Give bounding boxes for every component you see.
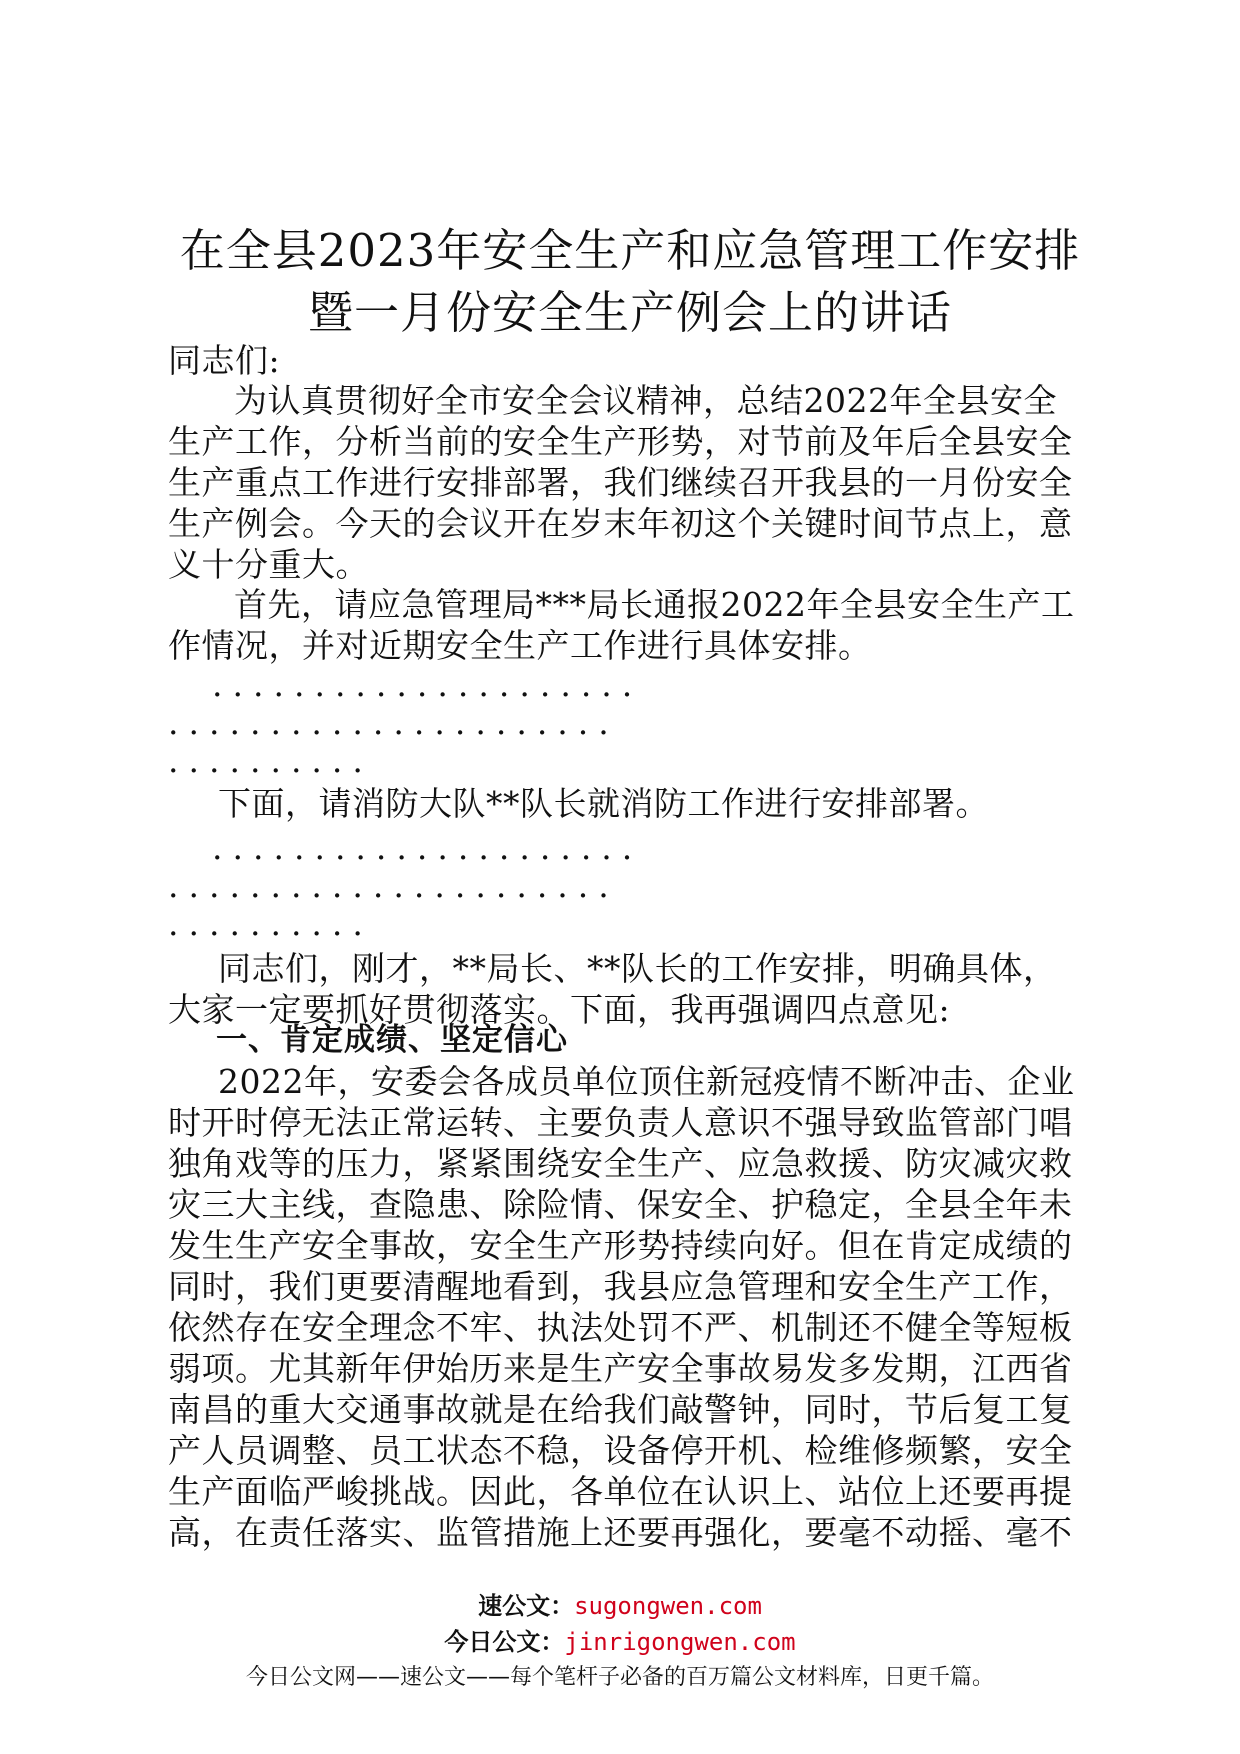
paragraph-1: 为认真贯彻好全市安全会议精神，总结2022年全县安全生产工作，分析当前的安全生产形势，对节前及年后全县安全生产重点工作进行安排部署，我们继续召开我县的一月份安全生产例会。今天的会议开在岁末年初这个关键时间节点上，意义十分重大。 bbox=[168, 381, 1073, 584]
ellipsis-line: .......... bbox=[168, 904, 373, 943]
footer-label-2: 今日公文： bbox=[444, 1628, 565, 1656]
section-heading-1: 一、肯定成绩、坚定信心 bbox=[216, 1022, 568, 1058]
footer-site-link-2[interactable]: jinrigongwen.com bbox=[564, 1628, 796, 1656]
salutation: 同志们: bbox=[168, 341, 281, 380]
paragraph-3: 下面，请消防大队**队长就消防工作进行安排部署。 bbox=[218, 784, 989, 823]
ellipsis-line: .......... bbox=[168, 741, 373, 780]
paragraph-4: 同志们，刚才，**局长、**队长的工作安排，明确具体，大家一定要抓好贯彻落实。下面，我再强调四点意见: bbox=[168, 949, 1057, 1029]
ellipsis-line: ...................... bbox=[168, 703, 619, 742]
document-title-line2: 暨一月份安全生产例会上的讲话 bbox=[307, 286, 952, 339]
ellipsis-line: ..................... bbox=[212, 828, 643, 867]
footer-site-link-1[interactable]: sugongwen.com bbox=[574, 1592, 762, 1620]
paragraph-2: 首先，请应急管理局***局长通报2022年全县安全生产工作情况，并对近期安全生产工作进行具体安排。 bbox=[168, 585, 1075, 665]
footer-label-1: 速公文： bbox=[478, 1592, 575, 1620]
ellipsis-line: ...................... bbox=[168, 866, 619, 905]
paragraph-5: 2022年，安委会各成员单位顶住新冠疫情不断冲击、企业时开时停无法正常运转、主要负责人意识不强导致监管部门唱独角戏等的压力，紧紧围绕安全生产、应急救援、防灾减灾救灾三大主线，查隐患、除险情、保安全、护稳定，全县全年未发生生产安全事故，安全生产形势持续向好。但在肯定成绩的同时，我们更要清醒地看到，我县应急管理和安全生产工作，依然存在安全理念不牢、执法处罚不严、机制还不健全等短板弱项。尤其新年伊始历来是生产安全事故易发多发期，江西省南昌的重大交通事故就是在给我们敲警钟，同时，节后复工复产人员调整、员工状态不稳，设备停开机、检维修频繁，安全生产面临严峻挑战。因此，各单位在认识上、站位上还要再提高，在责任落实、监管措施上还要再强化，要毫不动摇、毫不 bbox=[168, 1062, 1075, 1552]
ellipsis-line: ..................... bbox=[212, 665, 643, 704]
footer-line-2 bbox=[0, 1622, 1240, 1657]
footer-line-1 bbox=[0, 1586, 1240, 1621]
document-title-line1: 在全县2023年安全生产和应急管理工作安排 bbox=[179, 224, 1081, 277]
footer-slogan: 今日公文网——速公文——每个笔杆子必备的百万篇公文材料库，日更千篇。 bbox=[245, 1665, 994, 1690]
